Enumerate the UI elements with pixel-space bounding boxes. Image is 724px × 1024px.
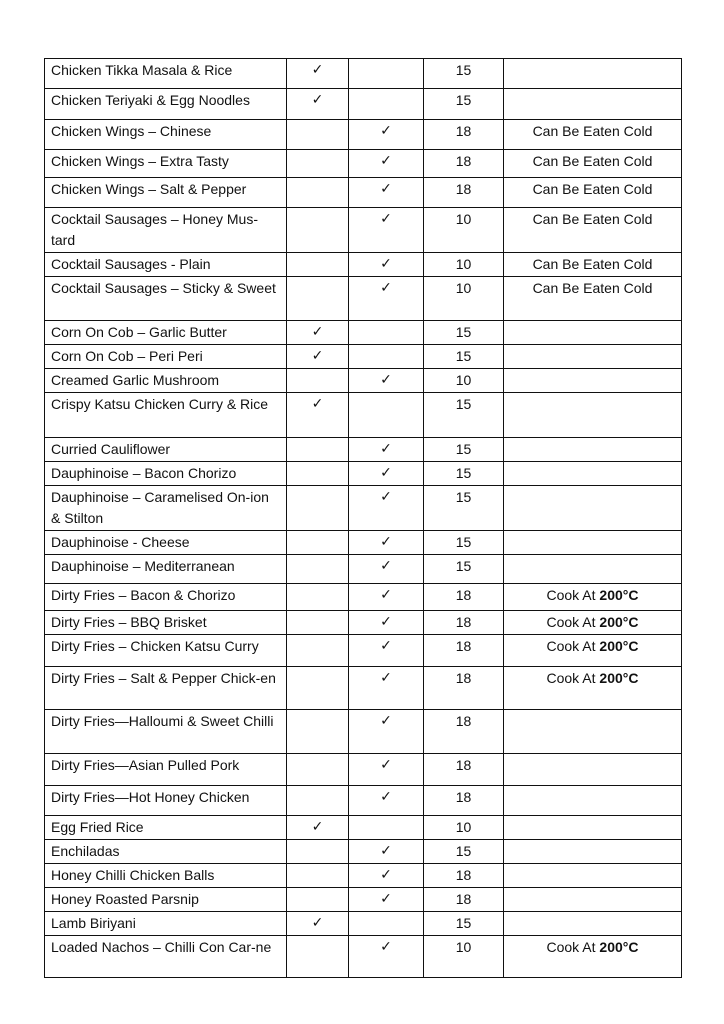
column-a-tick-cell <box>287 178 349 208</box>
column-a-tick-cell: ✓ <box>287 912 349 936</box>
dish-name-cell: Dauphinoise - Cheese <box>45 531 287 555</box>
column-a-tick-cell <box>287 277 349 321</box>
dish-name-cell: Dauphinoise – Mediterranean <box>45 555 287 584</box>
dish-name-cell: Cocktail Sausages – Honey Mus-tard <box>45 208 287 253</box>
dish-name-cell: Chicken Wings – Extra Tasty <box>45 150 287 178</box>
note-text: Cook At <box>546 670 600 686</box>
column-b-tick-cell <box>349 89 424 120</box>
column-a-tick-cell <box>287 786 349 816</box>
table-row <box>45 667 682 710</box>
note-temperature: 200°C <box>599 670 639 686</box>
column-b-tick-cell: ✓ <box>349 531 424 555</box>
dish-name-cell: Egg Fried Rice <box>45 816 287 840</box>
table-row <box>45 864 682 888</box>
document-page <box>44 58 681 978</box>
dish-name-cell: Dirty Fries – Bacon & Chorizo <box>45 584 287 611</box>
cook-time-cell: 18 <box>424 710 504 754</box>
table-row <box>45 936 682 978</box>
table-row <box>45 912 682 936</box>
note-cell <box>504 253 682 277</box>
note-cell <box>504 667 682 710</box>
note-cell <box>504 393 682 438</box>
column-a-tick-cell <box>287 208 349 253</box>
note-cell <box>504 462 682 486</box>
column-b-tick-cell: ✓ <box>349 635 424 667</box>
note-temperature: 200°C <box>599 638 639 654</box>
dish-name-cell: Dauphinoise – Caramelised On-ion & Stilton <box>45 486 287 531</box>
note-text: Can Be Eaten Cold <box>532 123 653 139</box>
column-b-tick-cell: ✓ <box>349 667 424 710</box>
cook-time-cell: 18 <box>424 635 504 667</box>
column-b-tick-cell: ✓ <box>349 208 424 253</box>
note-cell <box>504 531 682 555</box>
cook-time-cell: 18 <box>424 786 504 816</box>
column-a-tick-cell <box>287 864 349 888</box>
table-row <box>45 438 682 462</box>
column-a-tick-cell <box>287 120 349 150</box>
column-b-tick-cell: ✓ <box>349 120 424 150</box>
table-row <box>45 786 682 816</box>
column-a-tick-cell: ✓ <box>287 321 349 345</box>
column-a-tick-cell: ✓ <box>287 59 349 89</box>
note-cell <box>504 150 682 178</box>
column-a-tick-cell <box>287 611 349 635</box>
note-cell <box>504 888 682 912</box>
note-cell <box>504 345 682 369</box>
cook-time-cell: 10 <box>424 208 504 253</box>
note-text: Can Be Eaten Cold <box>532 256 653 272</box>
cook-time-cell: 10 <box>424 816 504 840</box>
column-a-tick-cell <box>287 369 349 393</box>
column-b-tick-cell: ✓ <box>349 611 424 635</box>
note-cell <box>504 178 682 208</box>
column-a-tick-cell <box>287 150 349 178</box>
table-row <box>45 462 682 486</box>
cook-time-cell: 18 <box>424 611 504 635</box>
column-b-tick-cell: ✓ <box>349 438 424 462</box>
column-b-tick-cell: ✓ <box>349 369 424 393</box>
column-a-tick-cell <box>287 555 349 584</box>
table-row <box>45 888 682 912</box>
dish-name-cell: Honey Chilli Chicken Balls <box>45 864 287 888</box>
note-temperature: 200°C <box>599 939 639 955</box>
cook-time-cell: 15 <box>424 531 504 555</box>
dish-name-cell: Cocktail Sausages – Sticky & Sweet <box>45 277 287 321</box>
column-b-tick-cell: ✓ <box>349 486 424 531</box>
cook-time-cell: 15 <box>424 393 504 438</box>
note-cell <box>504 611 682 635</box>
dish-name-cell: Dirty Fries—Hot Honey Chicken <box>45 786 287 816</box>
table-row <box>45 555 682 584</box>
note-text: Cook At <box>546 638 600 654</box>
column-b-tick-cell: ✓ <box>349 864 424 888</box>
column-a-tick-cell <box>287 486 349 531</box>
note-cell <box>504 555 682 584</box>
table-row <box>45 178 682 208</box>
note-text: Can Be Eaten Cold <box>532 211 653 227</box>
dish-name-cell: Dirty Fries—Asian Pulled Pork <box>45 754 287 786</box>
dish-name-cell: Honey Roasted Parsnip <box>45 888 287 912</box>
column-a-tick-cell <box>287 888 349 912</box>
note-cell <box>504 438 682 462</box>
note-cell <box>504 786 682 816</box>
column-a-tick-cell: ✓ <box>287 345 349 369</box>
dish-name-cell: Lamb Biriyani <box>45 912 287 936</box>
column-a-tick-cell <box>287 531 349 555</box>
table-row <box>45 635 682 667</box>
cook-time-cell: 15 <box>424 438 504 462</box>
dish-name-cell: Dirty Fries—Halloumi & Sweet Chilli <box>45 710 287 754</box>
table-row <box>45 393 682 438</box>
column-b-tick-cell: ✓ <box>349 754 424 786</box>
cook-time-cell: 15 <box>424 321 504 345</box>
note-cell <box>504 584 682 611</box>
table-row <box>45 253 682 277</box>
note-cell <box>504 936 682 978</box>
column-a-tick-cell <box>287 754 349 786</box>
note-cell <box>504 710 682 754</box>
table-row <box>45 321 682 345</box>
note-cell <box>504 754 682 786</box>
table-row <box>45 611 682 635</box>
column-b-tick-cell <box>349 393 424 438</box>
dish-name-cell: Cocktail Sausages - Plain <box>45 253 287 277</box>
cook-time-cell: 18 <box>424 864 504 888</box>
note-cell <box>504 208 682 253</box>
table-row <box>45 120 682 150</box>
column-a-tick-cell: ✓ <box>287 393 349 438</box>
column-a-tick-cell <box>287 584 349 611</box>
dish-name-cell: Curried Cauliflower <box>45 438 287 462</box>
column-b-tick-cell <box>349 816 424 840</box>
column-b-tick-cell: ✓ <box>349 786 424 816</box>
note-text: Can Be Eaten Cold <box>532 280 653 296</box>
table-row <box>45 816 682 840</box>
cook-time-cell: 18 <box>424 178 504 208</box>
dish-name-cell: Dauphinoise – Bacon Chorizo <box>45 462 287 486</box>
dish-name-cell: Corn On Cob – Peri Peri <box>45 345 287 369</box>
column-b-tick-cell: ✓ <box>349 150 424 178</box>
column-b-tick-cell: ✓ <box>349 936 424 978</box>
column-b-tick-cell: ✓ <box>349 462 424 486</box>
column-a-tick-cell <box>287 438 349 462</box>
cook-time-cell: 15 <box>424 59 504 89</box>
column-b-tick-cell <box>349 321 424 345</box>
dish-name-cell: Crispy Katsu Chicken Curry & Rice <box>45 393 287 438</box>
dish-name-cell: Chicken Wings – Chinese <box>45 120 287 150</box>
cook-time-cell: 10 <box>424 936 504 978</box>
cook-time-cell: 18 <box>424 667 504 710</box>
column-a-tick-cell <box>287 667 349 710</box>
column-b-tick-cell: ✓ <box>349 840 424 864</box>
table-row <box>45 710 682 754</box>
table-row <box>45 89 682 120</box>
column-a-tick-cell <box>287 840 349 864</box>
column-b-tick-cell <box>349 345 424 369</box>
table-row <box>45 584 682 611</box>
column-a-tick-cell <box>287 462 349 486</box>
note-cell <box>504 635 682 667</box>
note-cell <box>504 369 682 393</box>
dish-name-cell: Dirty Fries – Salt & Pepper Chick-en <box>45 667 287 710</box>
note-text: Can Be Eaten Cold <box>532 181 653 197</box>
menu-table <box>44 58 682 978</box>
dish-name-cell: Chicken Wings – Salt & Pepper <box>45 178 287 208</box>
note-text: Can Be Eaten Cold <box>532 153 653 169</box>
cook-time-cell: 10 <box>424 253 504 277</box>
column-b-tick-cell: ✓ <box>349 277 424 321</box>
note-cell <box>504 277 682 321</box>
table-row <box>45 840 682 864</box>
dish-name-cell: Enchiladas <box>45 840 287 864</box>
column-b-tick-cell <box>349 59 424 89</box>
column-b-tick-cell: ✓ <box>349 888 424 912</box>
column-a-tick-cell <box>287 710 349 754</box>
note-text: Cook At <box>546 587 600 603</box>
note-cell <box>504 89 682 120</box>
cook-time-cell: 10 <box>424 369 504 393</box>
table-row <box>45 277 682 321</box>
note-cell <box>504 120 682 150</box>
cook-time-cell: 15 <box>424 486 504 531</box>
dish-name-cell: Loaded Nachos – Chilli Con Car-ne <box>45 936 287 978</box>
note-cell <box>504 816 682 840</box>
column-b-tick-cell: ✓ <box>349 178 424 208</box>
menu-table-body <box>45 59 682 978</box>
column-b-tick-cell: ✓ <box>349 253 424 277</box>
note-cell <box>504 912 682 936</box>
table-row <box>45 486 682 531</box>
column-a-tick-cell <box>287 253 349 277</box>
note-cell <box>504 486 682 531</box>
cook-time-cell: 15 <box>424 89 504 120</box>
note-temperature: 200°C <box>599 614 639 630</box>
table-row <box>45 345 682 369</box>
table-row <box>45 369 682 393</box>
dish-name-cell: Corn On Cob – Garlic Butter <box>45 321 287 345</box>
cook-time-cell: 18 <box>424 150 504 178</box>
column-b-tick-cell: ✓ <box>349 555 424 584</box>
dish-name-cell: Dirty Fries – Chicken Katsu Curry <box>45 635 287 667</box>
cook-time-cell: 18 <box>424 754 504 786</box>
table-row <box>45 531 682 555</box>
cook-time-cell: 18 <box>424 584 504 611</box>
note-temperature: 200°C <box>599 587 639 603</box>
table-row <box>45 208 682 253</box>
column-a-tick-cell: ✓ <box>287 816 349 840</box>
cook-time-cell: 15 <box>424 840 504 864</box>
column-a-tick-cell <box>287 936 349 978</box>
note-text: Cook At <box>546 614 600 630</box>
dish-name-cell: Chicken Tikka Masala & Rice <box>45 59 287 89</box>
dish-name-cell: Dirty Fries – BBQ Brisket <box>45 611 287 635</box>
note-cell <box>504 840 682 864</box>
column-b-tick-cell: ✓ <box>349 710 424 754</box>
note-cell <box>504 321 682 345</box>
column-a-tick-cell: ✓ <box>287 89 349 120</box>
cook-time-cell: 18 <box>424 888 504 912</box>
cook-time-cell: 15 <box>424 912 504 936</box>
table-row <box>45 150 682 178</box>
cook-time-cell: 18 <box>424 120 504 150</box>
dish-name-cell: Chicken Teriyaki & Egg Noodles <box>45 89 287 120</box>
dish-name-cell: Creamed Garlic Mushroom <box>45 369 287 393</box>
table-row <box>45 754 682 786</box>
note-cell <box>504 864 682 888</box>
cook-time-cell: 15 <box>424 555 504 584</box>
column-b-tick-cell <box>349 912 424 936</box>
table-row <box>45 59 682 89</box>
cook-time-cell: 10 <box>424 277 504 321</box>
note-text: Cook At <box>546 939 600 955</box>
column-a-tick-cell <box>287 635 349 667</box>
cook-time-cell: 15 <box>424 345 504 369</box>
column-b-tick-cell: ✓ <box>349 584 424 611</box>
cook-time-cell: 15 <box>424 462 504 486</box>
note-cell <box>504 59 682 89</box>
